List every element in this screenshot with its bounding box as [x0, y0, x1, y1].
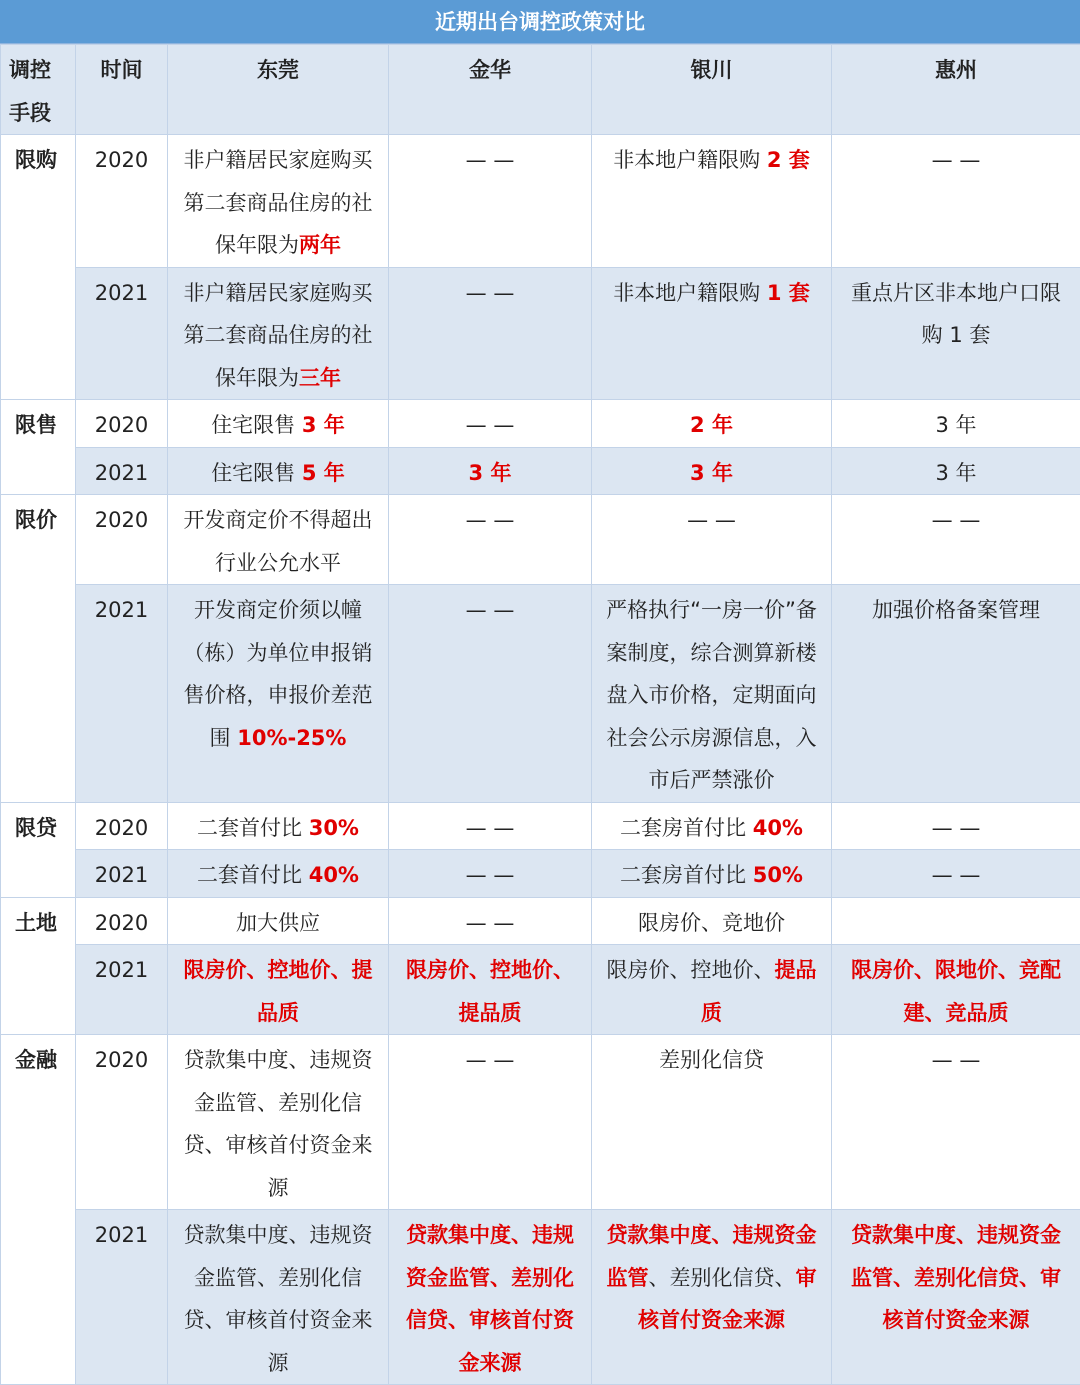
cell-huizhou: — —	[832, 1035, 1080, 1210]
cell-dongguan: 贷款集中度、违规资金监管、差别化信贷、审核首付资金来源	[168, 1035, 389, 1210]
cell-dongguan: 二套首付比 30%	[168, 802, 389, 850]
cell-jinhua: — —	[389, 802, 592, 850]
cell-dongguan: 非户籍居民家庭购买第二套商品住房的社保年限为三年	[168, 267, 389, 400]
cell-dongguan: 开发商定价不得超出行业公允水平	[168, 495, 389, 585]
cell-dongguan: 住宅限售 3 年	[168, 400, 389, 448]
cell-jinhua: — —	[389, 495, 592, 585]
table-row	[1, 495, 1080, 585]
table-row	[1, 945, 1080, 1035]
cell-yinchuan: 严格执行“一房一价”备案制度，综合测算新楼盘入市价格，定期面向社会公示房源信息，入市后严禁涨价	[592, 585, 832, 803]
category-xiangou: 限购	[1, 135, 76, 400]
cell-huizhou: — —	[832, 135, 1080, 268]
year-cell: 2020	[76, 400, 168, 448]
cell-dongguan: 加大供应	[168, 897, 389, 945]
cell-jinhua: 限房价、控地价、提品质	[389, 945, 592, 1035]
year-cell: 2021	[76, 585, 168, 803]
cell-yinchuan: 3 年	[592, 447, 832, 495]
cell-dongguan: 限房价、控地价、提品质	[168, 945, 389, 1035]
table-row	[1, 585, 1080, 803]
cell-huizhou: 重点片区非本地户口限购 1 套	[832, 267, 1080, 400]
year-cell: 2021	[76, 945, 168, 1035]
header-yinchuan: 银川	[592, 45, 832, 135]
cell-yinchuan: — —	[592, 495, 832, 585]
year-cell: 2021	[76, 447, 168, 495]
year-cell: 2020	[76, 802, 168, 850]
cell-yinchuan: 限房价、控地价、提品质	[592, 945, 832, 1035]
cell-huizhou: 3 年	[832, 400, 1080, 448]
header-dongguan: 东莞	[168, 45, 389, 135]
table-row	[1, 802, 1080, 850]
cell-huizhou: — —	[832, 802, 1080, 850]
year-cell: 2020	[76, 1035, 168, 1210]
cell-huizhou: — —	[832, 495, 1080, 585]
cell-yinchuan: 差别化信贷	[592, 1035, 832, 1210]
category-tudi: 土地	[1, 897, 76, 1035]
cell-huizhou: 加强价格备案管理	[832, 585, 1080, 803]
category-xianjia: 限价	[1, 495, 76, 803]
header-row	[1, 45, 1080, 135]
cell-jinhua: — —	[389, 267, 592, 400]
table-row	[1, 267, 1080, 400]
table-row	[1, 850, 1080, 898]
cell-jinhua: 贷款集中度、违规资金监管、差别化信贷、审核首付资金来源	[389, 1210, 592, 1385]
cell-dongguan: 非户籍居民家庭购买第二套商品住房的社保年限为两年	[168, 135, 389, 268]
category-xianshou: 限售	[1, 400, 76, 495]
year-cell: 2021	[76, 267, 168, 400]
table-title: 近期出台调控政策对比	[0, 0, 1080, 44]
table-row	[1, 1210, 1080, 1385]
cell-jinhua: — —	[389, 400, 592, 448]
cell-jinhua: — —	[389, 897, 592, 945]
cell-yinchuan: 2 年	[592, 400, 832, 448]
year-cell: 2021	[76, 850, 168, 898]
header-huizhou: 惠州	[832, 45, 1080, 135]
cell-dongguan: 住宅限售 5 年	[168, 447, 389, 495]
cell-jinhua: — —	[389, 585, 592, 803]
year-cell: 2021	[76, 1210, 168, 1385]
header-time: 时间	[76, 45, 168, 135]
cell-jinhua: — —	[389, 135, 592, 268]
cell-yinchuan: 限房价、竞地价	[592, 897, 832, 945]
table-row	[1, 447, 1080, 495]
header-method: 调控 手段	[1, 45, 76, 135]
cell-huizhou: 贷款集中度、违规资金监管、差别化信贷、审核首付资金来源	[832, 1210, 1080, 1385]
cell-yinchuan: 二套房首付比 50%	[592, 850, 832, 898]
cell-dongguan: 开发商定价须以幢（栋）为单位申报销售价格，申报价差范围 10%-25%	[168, 585, 389, 803]
cell-dongguan: 二套首付比 40%	[168, 850, 389, 898]
year-cell: 2020	[76, 135, 168, 268]
cell-yinchuan: 二套房首付比 40%	[592, 802, 832, 850]
cell-huizhou	[832, 897, 1080, 945]
cell-jinhua: — —	[389, 850, 592, 898]
table-row	[1, 400, 1080, 448]
cell-huizhou: 限房价、限地价、竞配建、竞品质	[832, 945, 1080, 1035]
table-row	[1, 1035, 1080, 1210]
category-jinrong: 金融	[1, 1035, 76, 1385]
year-cell: 2020	[76, 897, 168, 945]
cell-jinhua: 3 年	[389, 447, 592, 495]
cell-yinchuan: 非本地户籍限购 2 套	[592, 135, 832, 268]
year-cell: 2020	[76, 495, 168, 585]
table-row	[1, 135, 1080, 268]
category-xiandai: 限贷	[1, 802, 76, 897]
table-row	[1, 897, 1080, 945]
cell-jinhua: — —	[389, 1035, 592, 1210]
cell-huizhou: 3 年	[832, 447, 1080, 495]
cell-yinchuan: 非本地户籍限购 1 套	[592, 267, 832, 400]
cell-yinchuan: 贷款集中度、违规资金监管、差别化信贷、审核首付资金来源	[592, 1210, 832, 1385]
cell-dongguan: 贷款集中度、违规资金监管、差别化信贷、审核首付资金来源	[168, 1210, 389, 1385]
cell-huizhou: — —	[832, 850, 1080, 898]
header-jinhua: 金华	[389, 45, 592, 135]
policy-comparison-table	[0, 44, 1080, 1385]
